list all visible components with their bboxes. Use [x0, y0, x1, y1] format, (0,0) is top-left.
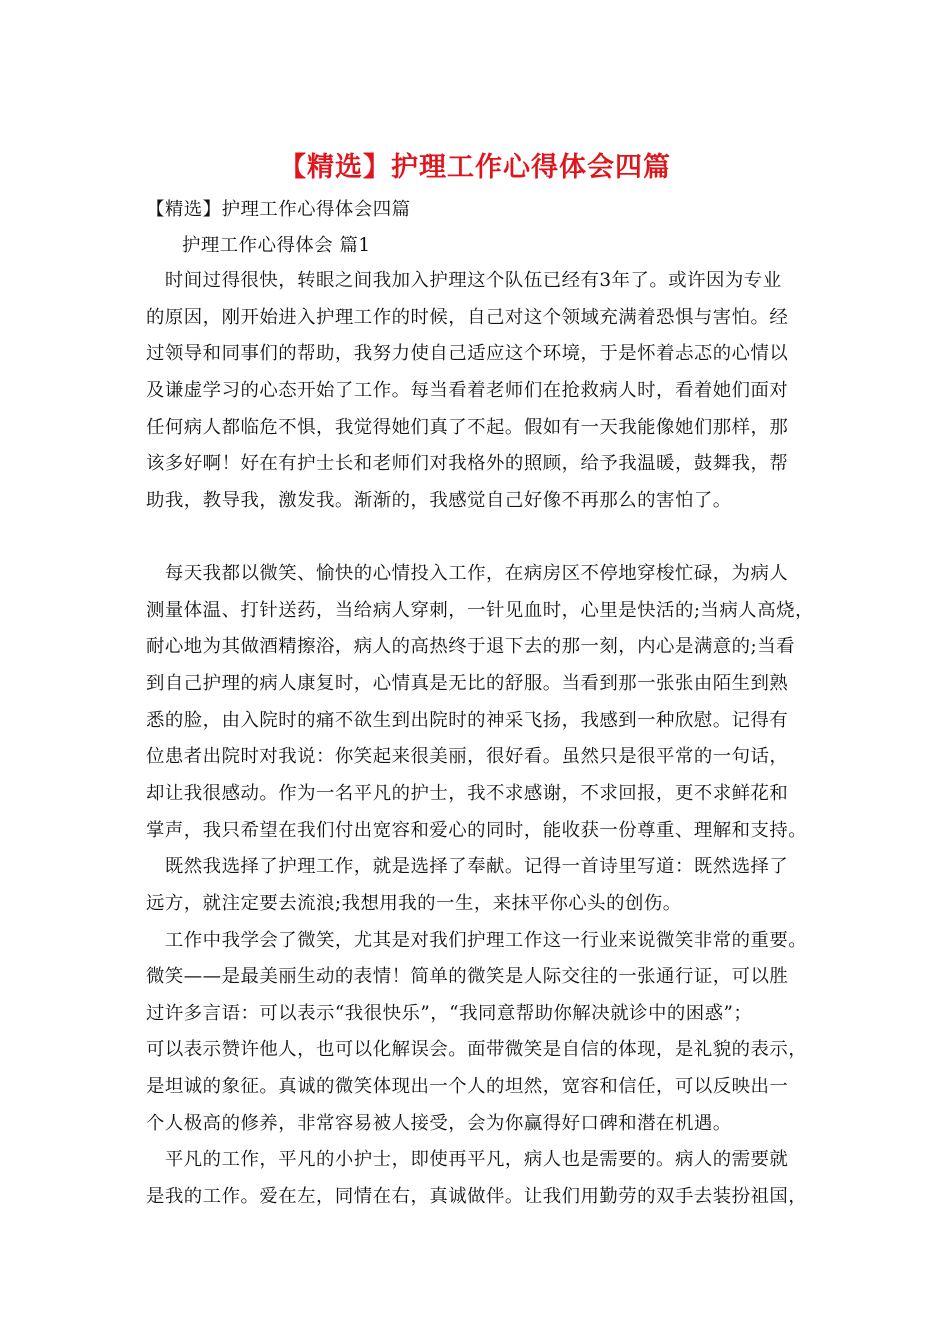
paragraph-line: 微笑——是最美丽生动的表情！简单的微笑是人际交往的一张通行证，可以胜: [146, 966, 789, 987]
paragraph-line: 耐心地为其做酒精擦浴，病人的高热终于退下去的那一刻，内心是满意的;当看: [146, 636, 795, 657]
paragraph-line: 过许多言语：可以表示“我很快乐”，“我同意帮助你解决就诊中的困惑”；: [146, 1003, 753, 1024]
paragraph-line: 工作中我学会了微笑，尤其是对我们护理工作这一行业来说微笑非常的重要。: [146, 930, 808, 951]
paragraph-line: 可以表示赞许他人，也可以化解误会。面带微笑是自信的体现，是礼貌的表示，: [146, 1039, 808, 1060]
paragraph-line: 既然我选择了护理工作，就是选择了奉献。记得一首诗里写道：既然选择了: [146, 856, 789, 877]
paragraph-line: 是坦诚的象征。真诚的微笑体现出一个人的坦然，宽容和信任，可以反映出一: [146, 1076, 789, 1097]
paragraph-line: 位患者出院时对我说：你笑起来很美丽，很好看。虽然只是很平常的一句话，: [146, 746, 789, 767]
paragraph-line: 每天我都以微笑、愉快的心情投入工作，在病房区不停地穿梭忙碌，为病人: [146, 563, 789, 584]
paragraph-line: 时间过得很快，转眼之间我加入护理这个队伍已经有3年了。或许因为专业: [146, 270, 782, 291]
section-heading: 护理工作心得体会 篇1: [182, 235, 371, 256]
paragraph-line: 及谦虚学习的心态开始了工作。每当看着老师们在抢救病人时，看着她们面对: [146, 380, 789, 401]
paragraph-line: 过领导和同事们的帮助，我努力使自己适应这个环境，于是怀着忐忑的心情以: [146, 343, 789, 364]
paragraph-line: 平凡的工作，平凡的小护士，即使再平凡，病人也是需要的。病人的需要就: [146, 1149, 789, 1170]
paragraph-line: 个人极高的修养，非常容易被人接受，会为你赢得好口碑和潜在机遇。: [146, 1113, 732, 1134]
paragraph-line: 的原因，刚开始进入护理工作的时候，自己对这个领域充满着恐惧与害怕。经: [146, 307, 789, 328]
document-title: 【精选】护理工作心得体会四篇: [279, 152, 671, 183]
paragraph-line: 远方，就注定要去流浪;我想用我的一生，来抹平你心头的创伤。: [146, 893, 682, 914]
document-subtitle: 【精选】护理工作心得体会四篇: [146, 199, 411, 220]
paragraph-line: 到自己护理的病人康复时，心情真是无比的舒服。当看到那一张张由陌生到熟: [146, 673, 789, 694]
paragraph-line: 任何病人都临危不惧，我觉得她们真了不起。假如有一天我能像她们那样，那: [146, 417, 789, 438]
paragraph-line: 却让我很感动。作为一名平凡的护士，我不求感谢，不求回报，更不求鲜花和: [146, 783, 789, 804]
paragraph-line: 掌声，我只希望在我们付出宽容和爱心的同时，能收获一份尊重、理解和支持。: [146, 820, 808, 841]
paragraph-line: 助我，教导我，激发我。渐渐的，我感觉自己好像不再那么的害怕了。: [146, 490, 732, 511]
paragraph-line: 测量体温、打针送药，当给病人穿刺，一针见血时，心里是快活的;当病人高烧，: [146, 600, 814, 621]
paragraph-line: 该多好啊！好在有护士长和老师们对我格外的照顾，给予我温暖，鼓舞我，帮: [146, 453, 789, 474]
paragraph-line: 悉的脸，由入院时的痛不欲生到出院时的神采飞扬，我感到一种欣慰。记得有: [146, 710, 789, 731]
paragraph-line: 是我的工作。爱在左，同情在右，真诚做伴。让我们用勤劳的双手去装扮祖国，: [146, 1186, 808, 1207]
